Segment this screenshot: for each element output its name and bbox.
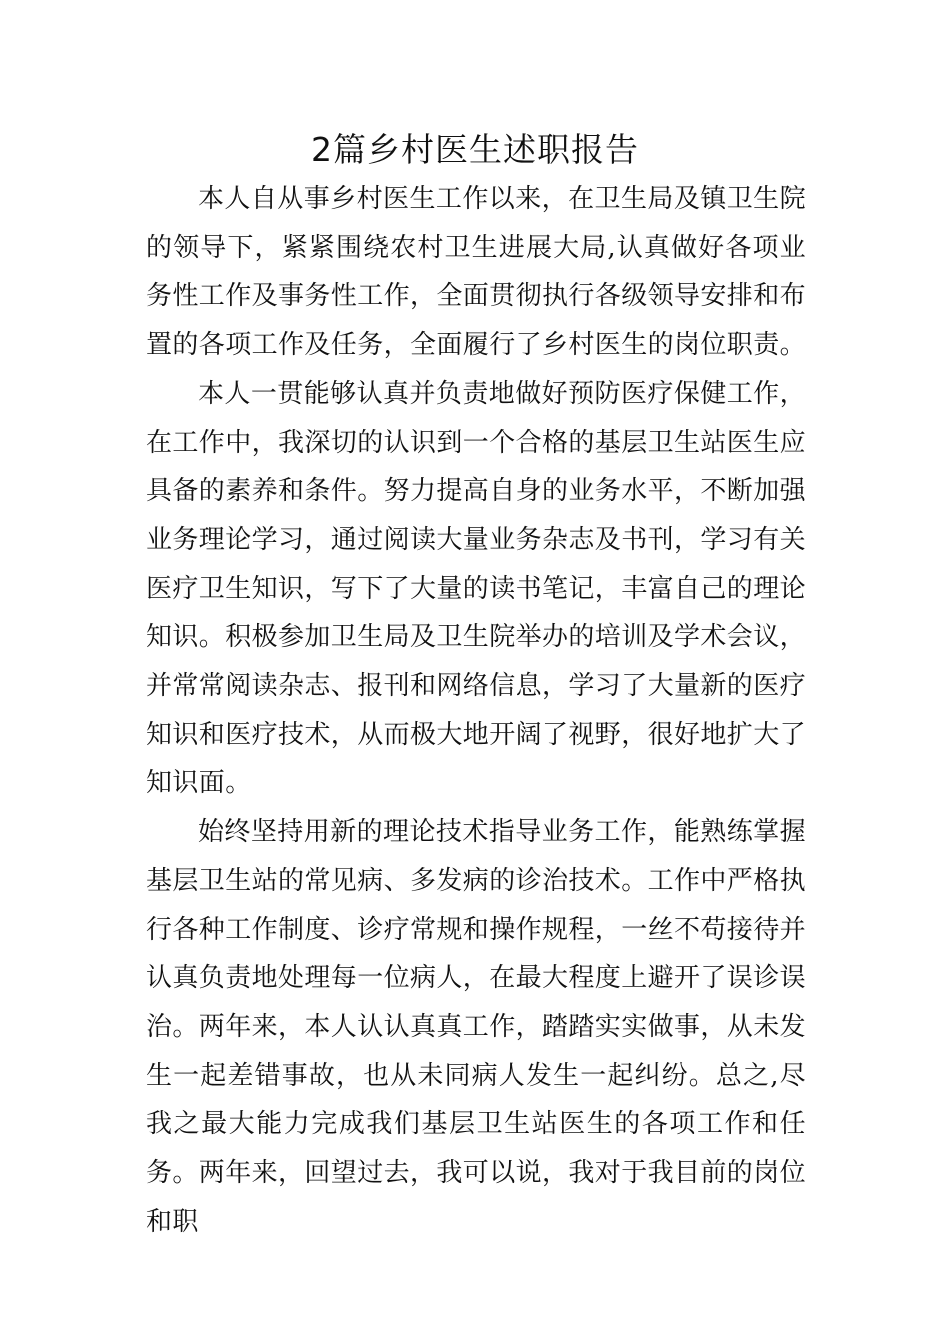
paragraph-3: 始终坚持用新的理论技术指导业务工作，能熟练掌握基层卫生站的常见病、多发病的诊治技术。工作中严格执行各种工作制度、诊疗常规和操作规程，一丝不苟接待并认真负责地处理每一位病人，在最大程度上避开了误诊误治。两年来，本人认认真真工作，踏踏实实做事，从未发生一起差错事故，也从未同病人发生一起纠纷。总之,尽我之最大能力完成我们基层卫生站医生的各项工作和任务。两年来，回望过去，我可以说，我对于我目前的岗位和职 bbox=[146, 817, 807, 1237]
document-title: 2篇乡村医生述职报告 bbox=[311, 130, 639, 169]
paragraph-1: 本人自从事乡村医生工作以来，在卫生局及镇卫生院的领导下，紧紧围绕农村卫生进展大局,认真做好各项业务性工作及事务性工作，全面贯彻执行各级领导安排和布置的各项工作及任务，全面履行了乡村医生的岗位职责。 bbox=[146, 184, 807, 361]
document-body bbox=[146, 175, 806, 1246]
paragraph-2: 本人一贯能够认真并负责地做好预防医疗保健工作，在工作中，我深切的认识到一个合格的基层卫生站医生应具备的素养和条件。努力提高自身的业务水平，不断加强业务理论学习，通过阅读大量业务杂志及书刊，学习有关医疗卫生知识，写下了大量的读书笔记，丰富自己的理论知识。积极参加卫生局及卫生院举办的培训及学术会议，并常常阅读杂志、报刊和网络信息，学习了大量新的医疗知识和医疗技术，从而极大地开阔了视野，很好地扩大了知识面。 bbox=[146, 378, 807, 799]
